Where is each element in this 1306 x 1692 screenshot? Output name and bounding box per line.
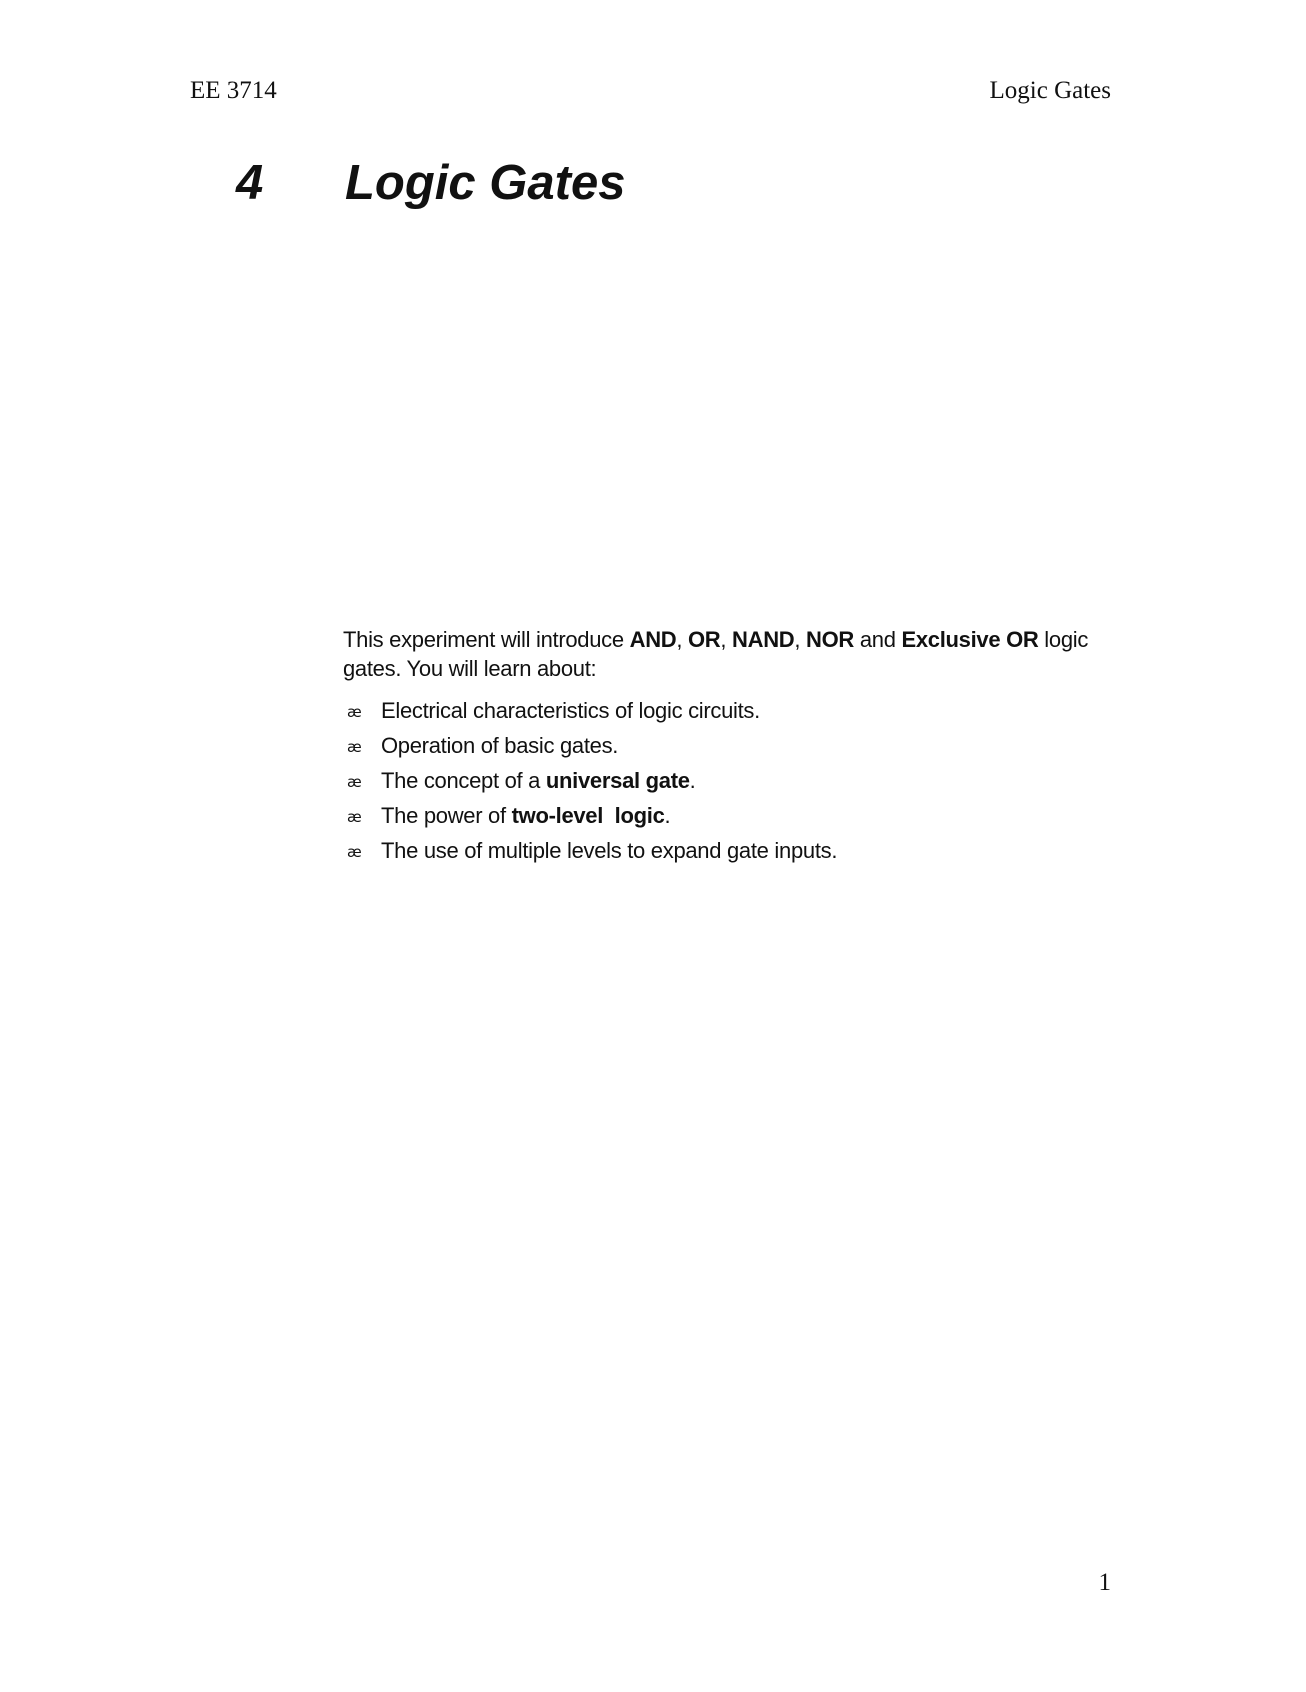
- list-item-text: The use of multiple levels to expand gate inputs.: [381, 838, 838, 863]
- intro-term-exclusive-or: Exclusive OR: [901, 627, 1039, 652]
- intro-text: and: [854, 627, 902, 652]
- intro-text: logic gates. You will learn about:: [343, 627, 1089, 681]
- chapter-number: 4: [236, 156, 264, 210]
- bullet-symbol: æ: [347, 703, 362, 721]
- list-item-text: Electrical characteristics of logic circuits.: [381, 698, 760, 723]
- intro-text: ,: [720, 627, 733, 652]
- list-item-text: The concept of a universal gate.: [381, 768, 696, 793]
- intro-term-or: OR: [688, 627, 721, 652]
- intro-term-and: AND: [629, 627, 677, 652]
- term-universal-gate: universal gate: [545, 768, 690, 793]
- intro-term-nor: NOR: [806, 627, 855, 652]
- running-header-course: EE 3714: [190, 77, 277, 104]
- page-number: 1: [1098, 1569, 1111, 1596]
- list-item-text: The power of two-level logic.: [381, 803, 671, 828]
- list-item-text: Operation of basic gates.: [381, 733, 619, 758]
- intro-text: This experiment will introduce: [343, 627, 630, 652]
- intro-text: ,: [676, 627, 688, 652]
- intro-term-nand: NAND: [732, 627, 795, 652]
- running-header-title: Logic Gates: [989, 77, 1111, 104]
- intro-paragraph: [343, 625, 1133, 683]
- term-two-level-logic: two-level logic: [511, 803, 665, 828]
- bullet-symbol: æ: [347, 773, 362, 791]
- bullet-symbol: æ: [347, 738, 362, 756]
- bullet-symbol: æ: [347, 843, 362, 861]
- chapter-title: Logic Gates: [345, 156, 626, 210]
- intro-text: ,: [794, 627, 807, 652]
- bullet-symbol: æ: [347, 808, 362, 826]
